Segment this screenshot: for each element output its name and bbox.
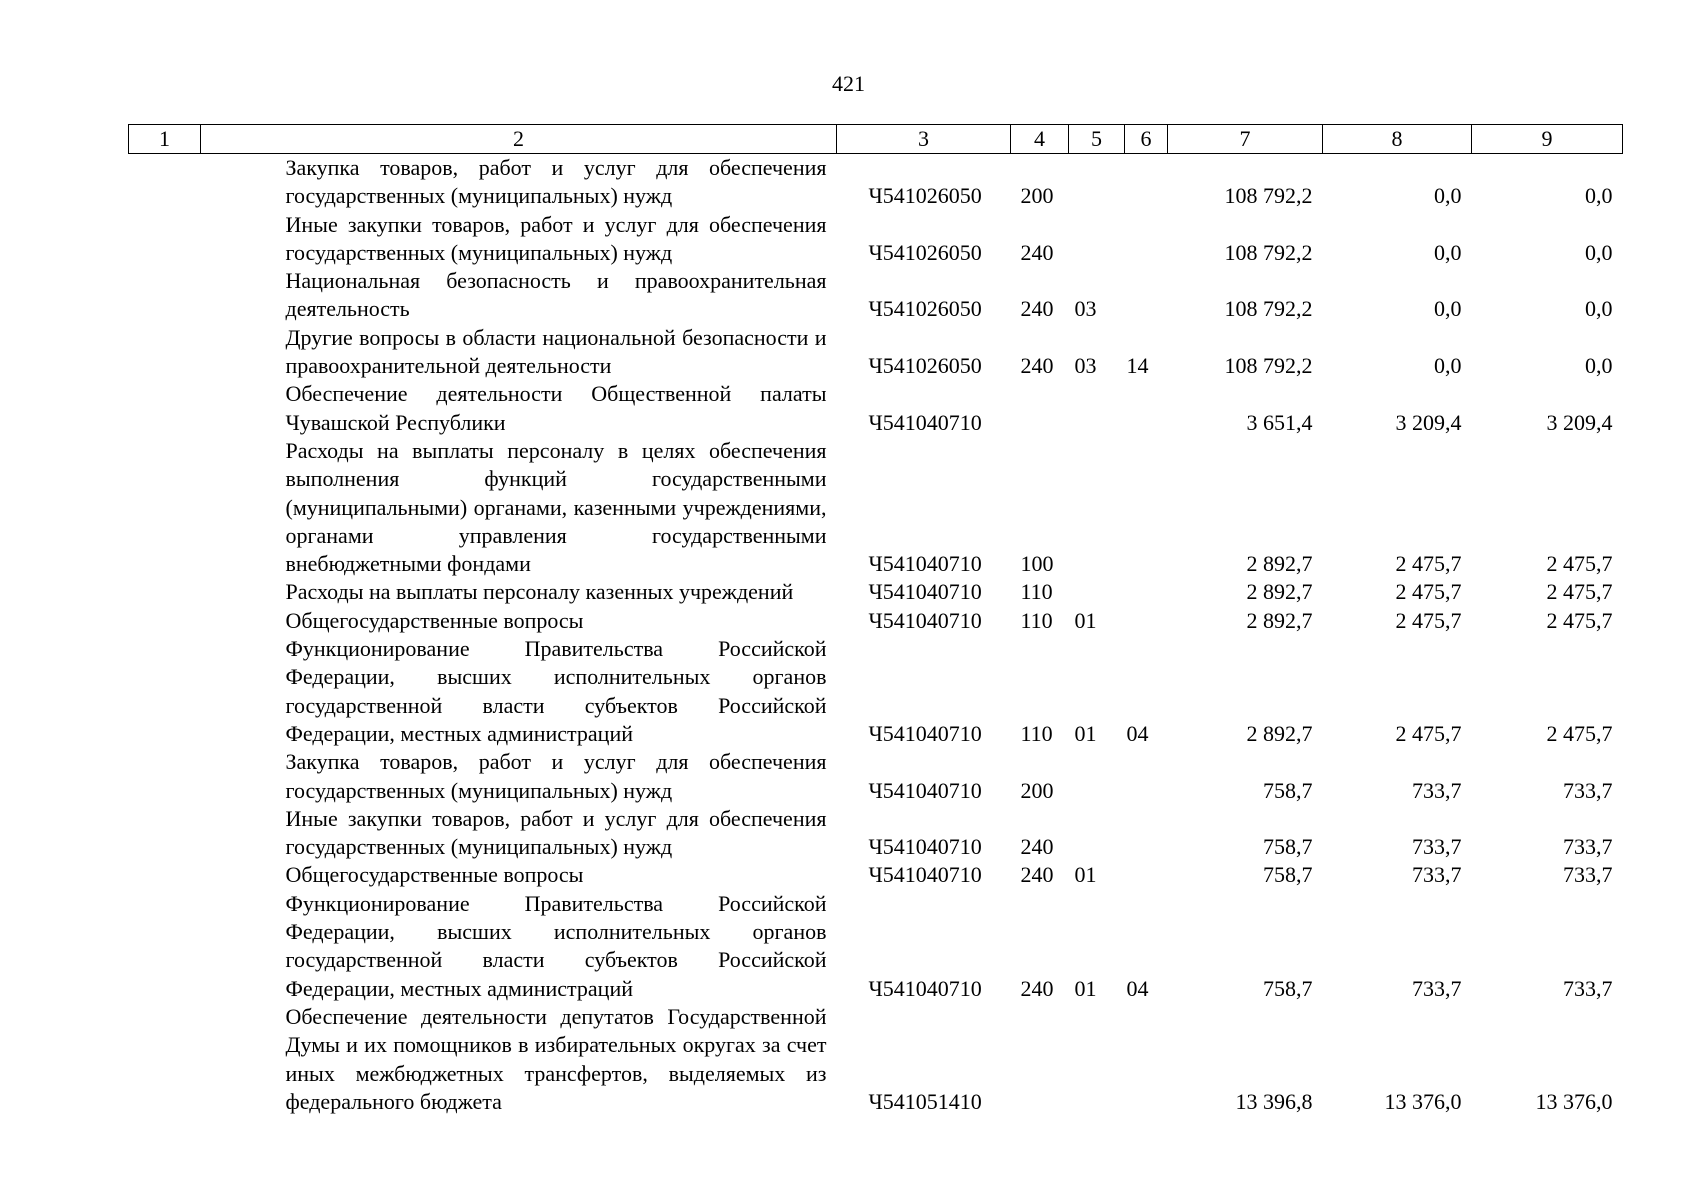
table-row	[129, 635, 1623, 748]
expense-type-code: 240	[1020, 834, 1054, 860]
amount-col-9: 2 475,7	[1546, 579, 1613, 605]
row-description: Обеспечение деятельности депутатов Государственной Думы и их помощников в избирательных округах за счет иных межбюджетных трансфертов, выделяемых из федерального бюджета	[285, 1003, 827, 1114]
amount-col-9: 2 475,7	[1546, 720, 1613, 746]
amount-col-7: 2 892,7	[1246, 551, 1313, 577]
target-article-code: Ч541026050	[868, 296, 982, 322]
section-code	[1069, 805, 1125, 862]
subsection-code	[1125, 748, 1168, 805]
row-description: Иные закупки товаров, работ и услуг для обеспечения государственных (муниципальных) нужд	[285, 211, 827, 265]
subsection-code	[1125, 380, 1168, 437]
amount-col-7: 108 792,2	[1224, 296, 1313, 322]
empty-cell	[129, 267, 201, 324]
table-row	[129, 154, 1623, 211]
amount-col-8: 2 475,7	[1395, 579, 1462, 605]
amount-col-7: 2 892,7	[1246, 607, 1313, 633]
expense-type-code: 100	[1020, 551, 1054, 577]
subsection-code: 04	[1126, 975, 1149, 1001]
section-code: 03	[1074, 353, 1097, 379]
expense-type-code: 240	[1020, 239, 1054, 265]
expense-type-code: 240	[1020, 296, 1054, 322]
subsection-code	[1125, 154, 1168, 211]
page-number: 421	[832, 71, 865, 96]
table-row	[129, 578, 1623, 606]
amount-col-7: 758,7	[1263, 834, 1313, 860]
target-article-code: Ч541040710	[868, 409, 982, 435]
amount-col-8: 0,0	[1434, 296, 1462, 322]
row-description: Общегосударственные вопросы	[285, 862, 584, 888]
column-number-row	[129, 125, 1623, 154]
table-row	[129, 748, 1623, 805]
subsection-code	[1125, 267, 1168, 324]
amount-col-8: 3 209,4	[1395, 409, 1462, 435]
table-row	[129, 1003, 1623, 1116]
expense-type-code: 240	[1020, 975, 1054, 1001]
budget-table-container	[128, 124, 1622, 1116]
amount-col-9: 13 376,0	[1535, 1088, 1613, 1114]
empty-cell	[129, 890, 201, 1003]
budget-table	[128, 124, 1623, 1116]
subsection-code: 04	[1126, 720, 1149, 746]
amount-col-7: 108 792,2	[1224, 353, 1313, 379]
column-header-7: 7	[1168, 125, 1323, 154]
empty-cell	[129, 1003, 201, 1116]
amount-col-7: 2 892,7	[1246, 579, 1313, 605]
target-article-code: Ч541040710	[868, 607, 982, 633]
expense-type-code: 200	[1020, 777, 1054, 803]
section-code: 01	[1074, 720, 1097, 746]
subsection-code	[1125, 211, 1168, 268]
column-header-5: 5	[1069, 125, 1125, 154]
empty-cell	[129, 380, 201, 437]
table-row	[129, 267, 1623, 324]
empty-cell	[129, 324, 201, 381]
target-article-code: Ч541026050	[868, 239, 982, 265]
amount-col-8: 2 475,7	[1395, 607, 1462, 633]
amount-col-7: 758,7	[1263, 862, 1313, 888]
section-code: 01	[1074, 607, 1097, 633]
target-article-code: Ч541040710	[868, 862, 982, 888]
row-description: Обеспечение деятельности Общественной палаты Чувашской Республики	[285, 381, 827, 435]
expense-type-code: 110	[1020, 579, 1053, 605]
amount-col-9: 0,0	[1585, 183, 1613, 209]
subsection-code	[1125, 1003, 1168, 1116]
target-article-code: Ч541026050	[868, 353, 982, 379]
section-code	[1069, 380, 1125, 437]
subsection-code	[1125, 437, 1168, 578]
target-article-code: Ч541026050	[868, 183, 982, 209]
amount-col-8: 733,7	[1412, 862, 1462, 888]
table-header	[129, 125, 1623, 154]
row-description: Закупка товаров, работ и услуг для обеспечения государственных (муниципальных) нужд	[285, 155, 827, 209]
amount-col-9: 3 209,4	[1546, 409, 1613, 435]
empty-cell	[129, 607, 201, 635]
subsection-code	[1125, 578, 1168, 606]
amount-col-9: 733,7	[1563, 777, 1613, 803]
amount-col-9: 0,0	[1585, 239, 1613, 265]
amount-col-7: 3 651,4	[1246, 409, 1313, 435]
row-description: Расходы на выплаты персоналу казенных учреждений	[285, 579, 794, 605]
empty-cell	[129, 211, 201, 268]
expense-type-code: 240	[1020, 353, 1054, 379]
amount-col-9: 733,7	[1563, 975, 1613, 1001]
section-code	[1069, 211, 1125, 268]
amount-col-8: 2 475,7	[1395, 551, 1462, 577]
subsection-code	[1125, 607, 1168, 635]
table-row	[129, 607, 1623, 635]
row-description: Иные закупки товаров, работ и услуг для обеспечения государственных (муниципальных) нужд	[285, 805, 827, 860]
column-header-8: 8	[1323, 125, 1472, 154]
table-body	[129, 154, 1623, 1117]
table-row	[129, 805, 1623, 862]
subsection-code	[1125, 861, 1168, 889]
amount-col-8: 733,7	[1412, 975, 1462, 1001]
empty-cell	[129, 437, 201, 578]
target-article-code: Ч541040710	[868, 551, 982, 577]
amount-col-9: 0,0	[1585, 353, 1613, 379]
amount-col-7: 758,7	[1263, 975, 1313, 1001]
section-code: 01	[1074, 975, 1097, 1001]
empty-cell	[129, 154, 201, 211]
amount-col-9: 2 475,7	[1546, 551, 1613, 577]
section-code	[1069, 748, 1125, 805]
amount-col-8: 733,7	[1412, 777, 1462, 803]
amount-col-8: 0,0	[1434, 353, 1462, 379]
amount-col-9: 0,0	[1585, 296, 1613, 322]
amount-col-7: 108 792,2	[1224, 183, 1313, 209]
target-article-code: Ч541040710	[868, 777, 982, 803]
target-article-code: Ч541040710	[868, 579, 982, 605]
amount-col-8: 13 376,0	[1384, 1088, 1462, 1114]
amount-col-8: 733,7	[1412, 834, 1462, 860]
amount-col-7: 13 396,8	[1235, 1088, 1313, 1114]
column-header-6: 6	[1125, 125, 1168, 154]
row-description: Функционирование Правительства Российской Федерации, высших исполнительных органов государственной власти субъектов Российской Федерации, местных администраций	[285, 890, 827, 1001]
subsection-code: 14	[1126, 353, 1149, 379]
section-code	[1069, 1003, 1125, 1116]
empty-cell	[129, 578, 201, 606]
empty-cell	[129, 861, 201, 889]
expense-type-code: 110	[1020, 607, 1053, 633]
column-header-2: 2	[201, 125, 837, 154]
row-description: Национальная безопасность и правоохранительная деятельность	[285, 268, 827, 322]
empty-cell	[129, 748, 201, 805]
amount-col-8: 2 475,7	[1395, 720, 1462, 746]
target-article-code: Ч541040710	[868, 720, 982, 746]
amount-col-9: 733,7	[1563, 862, 1613, 888]
section-code	[1069, 578, 1125, 606]
section-code	[1069, 437, 1125, 578]
section-code: 03	[1074, 296, 1097, 322]
column-header-1: 1	[129, 125, 201, 154]
expense-type-code: 200	[1020, 183, 1054, 209]
section-code	[1069, 154, 1125, 211]
target-article-code: Ч541040710	[868, 834, 982, 860]
expense-type-code	[1011, 1003, 1069, 1116]
amount-col-9: 2 475,7	[1546, 607, 1613, 633]
target-article-code: Ч541051410	[868, 1088, 982, 1114]
row-description: Закупка товаров, работ и услуг для обеспечения государственных (муниципальных) нужд	[285, 749, 827, 803]
amount-col-7: 108 792,2	[1224, 239, 1313, 265]
expense-type-code	[1011, 380, 1069, 437]
table-row	[129, 437, 1623, 578]
amount-col-7: 758,7	[1263, 777, 1313, 803]
expense-type-code: 240	[1020, 862, 1054, 888]
amount-col-9: 733,7	[1563, 834, 1613, 860]
column-header-3: 3	[837, 125, 1011, 154]
amount-col-7: 2 892,7	[1246, 720, 1313, 746]
column-header-9: 9	[1472, 125, 1623, 154]
amount-col-8: 0,0	[1434, 239, 1462, 265]
expense-type-code: 110	[1020, 720, 1053, 746]
empty-cell	[129, 635, 201, 748]
row-description: Расходы на выплаты персоналу в целях обеспечения выполнения функций государственными (муниципальными) органами, казенными учреждениями, органами управления государственными внебюджетными фондами	[285, 437, 827, 577]
amount-col-8: 0,0	[1434, 183, 1462, 209]
table-row	[129, 380, 1623, 437]
target-article-code: Ч541040710	[868, 975, 982, 1001]
table-row	[129, 861, 1623, 889]
subsection-code	[1125, 805, 1168, 862]
row-description: Общегосударственные вопросы	[285, 607, 584, 633]
section-code: 01	[1074, 862, 1097, 888]
table-row	[129, 890, 1623, 1003]
empty-cell	[129, 805, 201, 862]
row-description: Другие вопросы в области национальной безопасности и правоохранительной деятельности	[285, 324, 827, 379]
table-row	[129, 324, 1623, 381]
column-header-4: 4	[1011, 125, 1069, 154]
row-description: Функционирование Правительства Российской Федерации, высших исполнительных органов государственной власти субъектов Российской Федерации, местных администраций	[285, 636, 827, 746]
table-row	[129, 211, 1623, 268]
